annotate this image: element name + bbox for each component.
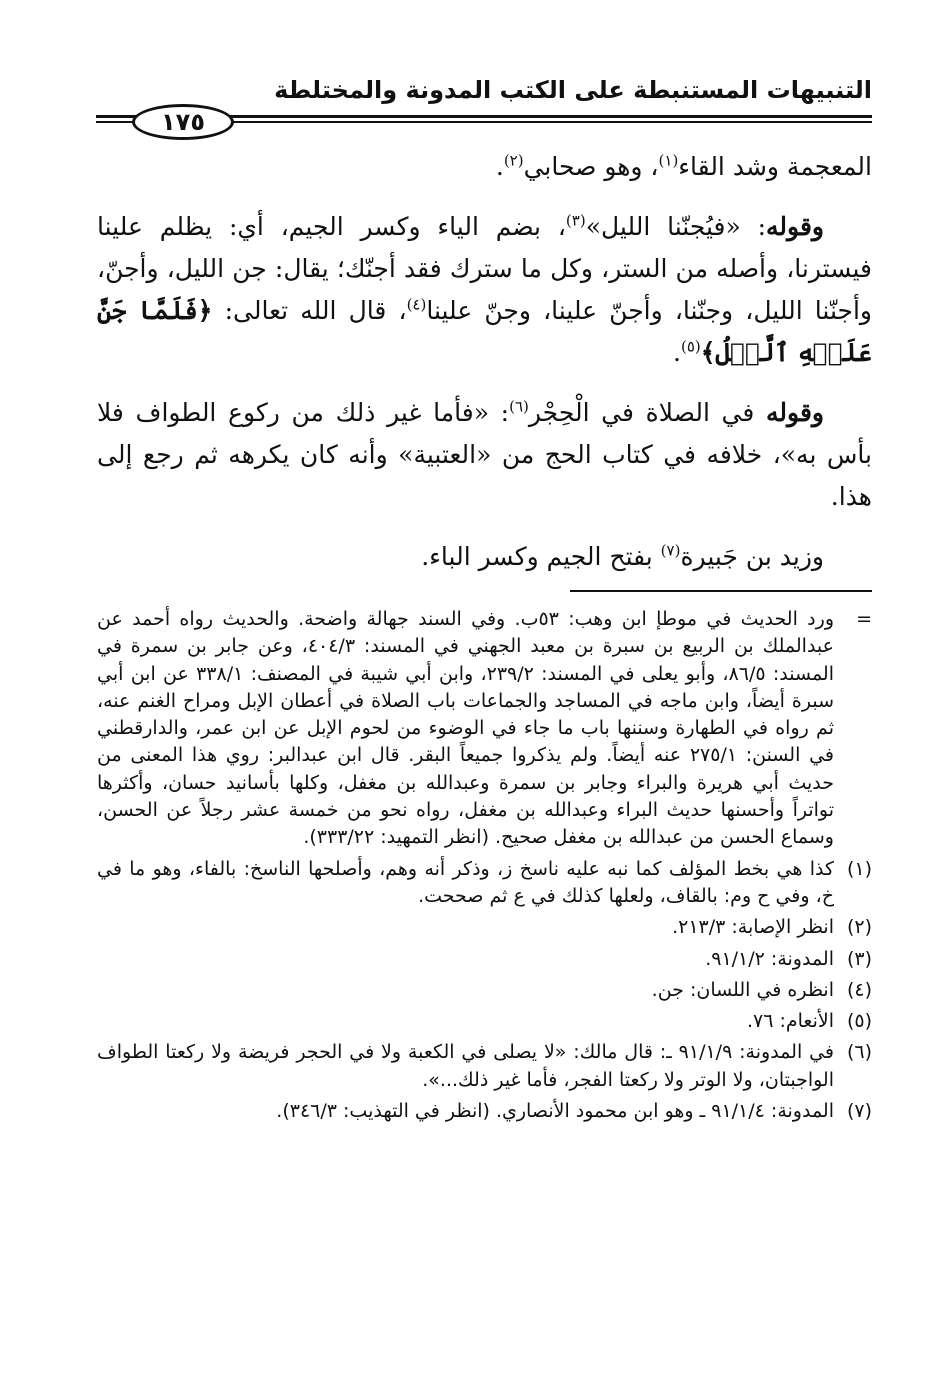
running-title: التنبيهات المستنبطة على الكتب المدونة والمختلطة [274, 76, 872, 104]
text: المعجمة وشد القاء [678, 152, 872, 181]
quran-quote: ﴿فَلَمَّا جَنَّ عَلَيۡهِ ٱلَّيۡلُ﴾ [97, 296, 872, 367]
paragraph-2 [97, 206, 872, 374]
footnote-3 [97, 946, 872, 973]
paragraph-1 [97, 146, 872, 188]
footnote-ref: (٥) [680, 337, 701, 356]
text: وزيد بن جَبيرة [680, 542, 824, 571]
lead-word: وقوله [766, 398, 824, 427]
footnote-4 [97, 977, 872, 1004]
footnote-marker: (٥) [846, 1010, 872, 1033]
footnote-text: ورد الحديث في موطإ ابن وهب: ٥٣ب. وفي السند جهالة واضحة. والحديث رواه أحمد عن عبدالملك بن الربيع بن سبرة بن معبد الجهني في المسند: ٤٠٤/٣، وعن جابر بن سمرة في المسند: ٨٦/٥، وأبو يعلى في المسند: ٢٣٩/٢، وابن أبي شيبة في المصنف: ٣٣٨/١ عن ابن أبي سبرة أيضاً، وابن ماجه في المساجد والجماعات باب الصلاة في أعطان الإبل ومراح الغنم عنه، ثم رواه في الطهارة وسننها باب ما جاء في الوضوء من لحوم الإبل عن ابن عمر، والدارقطني في السنن: ٢٧٥/١ عنه أيضاً. ولم يذكروا جميعاً البقر. قال ابن عبدالبر: روي هذا المعنى من حديث أبي هريرة والبراء وجابر بن سمرة وعبدالله بن مغفل، وكلها بأسانيد حسان، وأكثرها تواتراً وأحسنها حديث البراء وعبدالله بن مغفل، رواه نحو من خمسة عشر رجلاً عن الحسن، وسماع الحسن من عبدالله بن مغفل صحيح. (انظر التمهيد: ٣٣٣/٢٢). [97, 608, 835, 849]
footnote-ref: (٧) [660, 541, 681, 560]
footnote-text: كذا هي بخط المؤلف كما نبه عليه ناسخ ز، وذكر أنه وهم، وأصلحها الناسخ: بالفاء، وهو ما في خ، وفي ح وم: بالقاف، ولعلها كذلك في ع ثم صححت. [97, 857, 834, 907]
main-text [97, 146, 872, 596]
footnote-continued [97, 606, 872, 852]
lead-word: وقوله [766, 212, 824, 241]
footnote-ref: (٣) [565, 211, 586, 230]
text: : «فيُجنّنا الليل» [585, 212, 767, 241]
footnote-marker: (٤) [846, 978, 872, 1001]
footnote-ref: (١) [658, 151, 679, 170]
page-header [96, 70, 872, 136]
footnote-marker: (٣) [846, 947, 872, 970]
footnote-marker: (١) [846, 857, 872, 880]
paragraph-3 [97, 392, 872, 518]
text: . [673, 338, 681, 367]
footnote-7 [97, 1098, 872, 1125]
footnote-ref: (٢) [503, 151, 524, 170]
footnote-ref: (٤) [406, 295, 427, 314]
text: بفتح الجيم وكسر الباء. [421, 542, 661, 571]
footnote-separator [570, 590, 872, 592]
text: ، بضم الياء وكسر الجيم، أي: يظلم علينا فيسترنا، وأصله من الستر، وكل ما سترك فقد أجنّك؛ يقال: جن الليل، وأجنّ، وأجنّنا الليل، وجنّنا، وأجنّ علينا، وجنّ علينا [97, 212, 872, 325]
paragraph-4 [97, 536, 872, 578]
footnote-marker: (٧) [846, 1100, 872, 1123]
footnote-marker: (٦) [846, 1041, 872, 1064]
footnote-marker: = [856, 608, 872, 630]
footnote-2 [97, 914, 872, 941]
footnote-5 [97, 1008, 872, 1035]
text: ، قال الله تعالى: [224, 296, 407, 325]
footnote-ref: (٦) [509, 397, 529, 416]
page-number: ١٧٥ [132, 104, 234, 140]
text: في الصلاة في الْحِجْر [528, 398, 767, 427]
footnote-marker: (٢) [846, 916, 872, 939]
text: . [495, 152, 504, 181]
footnote-text: الأنعام: ٧٦. [746, 1010, 834, 1033]
footnote-text: المدونة: ٩١/١/٤ ـ وهو ابن محمود الأنصاري. (انظر في التهذيب: ٣٤٦/٣). [276, 1100, 834, 1123]
text: ، وهو صحابي [523, 152, 659, 181]
footnote-text: المدونة: ٩١/١/٢. [705, 947, 834, 970]
footnote-text: انظر الإصابة: ٢١٣/٣. [672, 916, 834, 939]
footnote-text: في المدونة: ٩١/١/٩ ـ: قال مالك: «لا يصلى في الكعبة ولا في الحجر فريضة ولا ركعتا الطواف الواجبتان، ولا الوتر ولا ركعتا الفجر، فأما غير ذلك...». [97, 1041, 834, 1091]
text: : «فأما غير ذلك من ركوع الطواف فلا بأس به»، خلافه في كتاب الحج من «العتبية» وأنه كان يكرهه ثم رجع إلى هذا. [97, 398, 872, 511]
footnote-text: انظره في اللسان: جن. [651, 978, 834, 1001]
footnote-6 [97, 1039, 872, 1094]
footnote-1 [97, 856, 872, 911]
footnotes [97, 606, 872, 1129]
